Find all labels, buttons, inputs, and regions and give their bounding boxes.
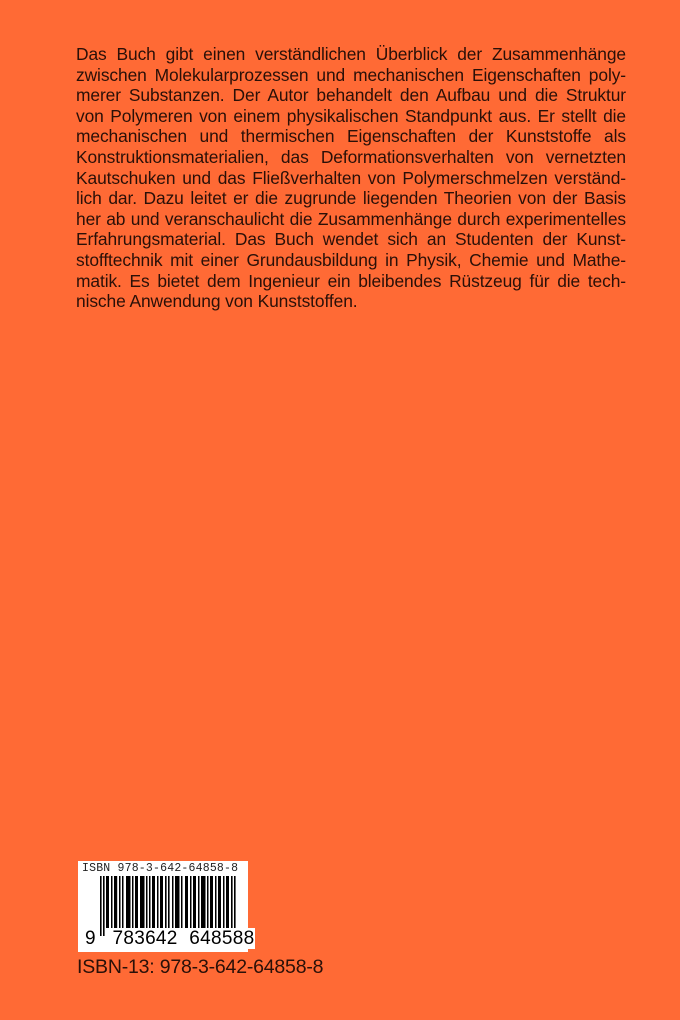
blurb-line: Das Buch gibt einen verständlichen Überblick der Zusammenhänge — [76, 44, 626, 64]
blurb-line: matik. Es bietet dem Ingenieur ein bleibendes Rüstzeug für die tech- — [76, 270, 626, 291]
barcode-isbn-label: ISBN 978-3-642-64858-8 — [82, 862, 239, 875]
blurb-text — [76, 44, 626, 312]
blurb-line: her ab und veranschaulicht die Zusammenhänge durch experimentelles — [76, 208, 626, 229]
isbn-barcode — [78, 861, 255, 952]
barcode-digit-group-2: 648588 — [189, 928, 255, 949]
blurb-line: merer Substanzen. Der Autor behandelt den Aufbau und die Struktur — [76, 85, 626, 106]
barcode-bars-icon — [100, 876, 238, 936]
blurb-line: Erfahrungsmaterial. Das Buch wendet sich an Studenten der Kunst- — [76, 229, 626, 250]
barcode-digit-group-1: 783642 — [112, 928, 178, 949]
barcode-digits — [84, 928, 255, 950]
blurb-line: lich dar. Dazu leitet er die zugrunde liegenden Theorien von der Basis — [76, 188, 626, 209]
blurb-line: Kautschuken und das Fließverhalten von Polymerschmelzen verständ- — [76, 167, 626, 188]
barcode-lead-digit: 9 — [85, 928, 96, 949]
blurb-line: von Polymeren von einem physikalischen Standpunkt aus. Er stellt die — [76, 105, 626, 126]
blurb-line: stofftechnik mit einer Grundausbildung in Physik, Chemie und Mathe- — [76, 249, 626, 270]
blurb-line: zwischen Molekularprozessen und mechanischen Eigenschaften poly- — [76, 64, 626, 85]
isbn13-label: ISBN-13: 978-3-642-64858-8 — [77, 956, 324, 978]
blurb-line: nische Anwendung von Kunststoffen. — [76, 291, 358, 312]
blurb-line: mechanischen und thermischen Eigenschaften der Kunststoffe als — [76, 126, 626, 147]
blurb-line: Konstruktionsmaterialien, das Deformationsverhalten von vernetzten — [76, 146, 626, 167]
